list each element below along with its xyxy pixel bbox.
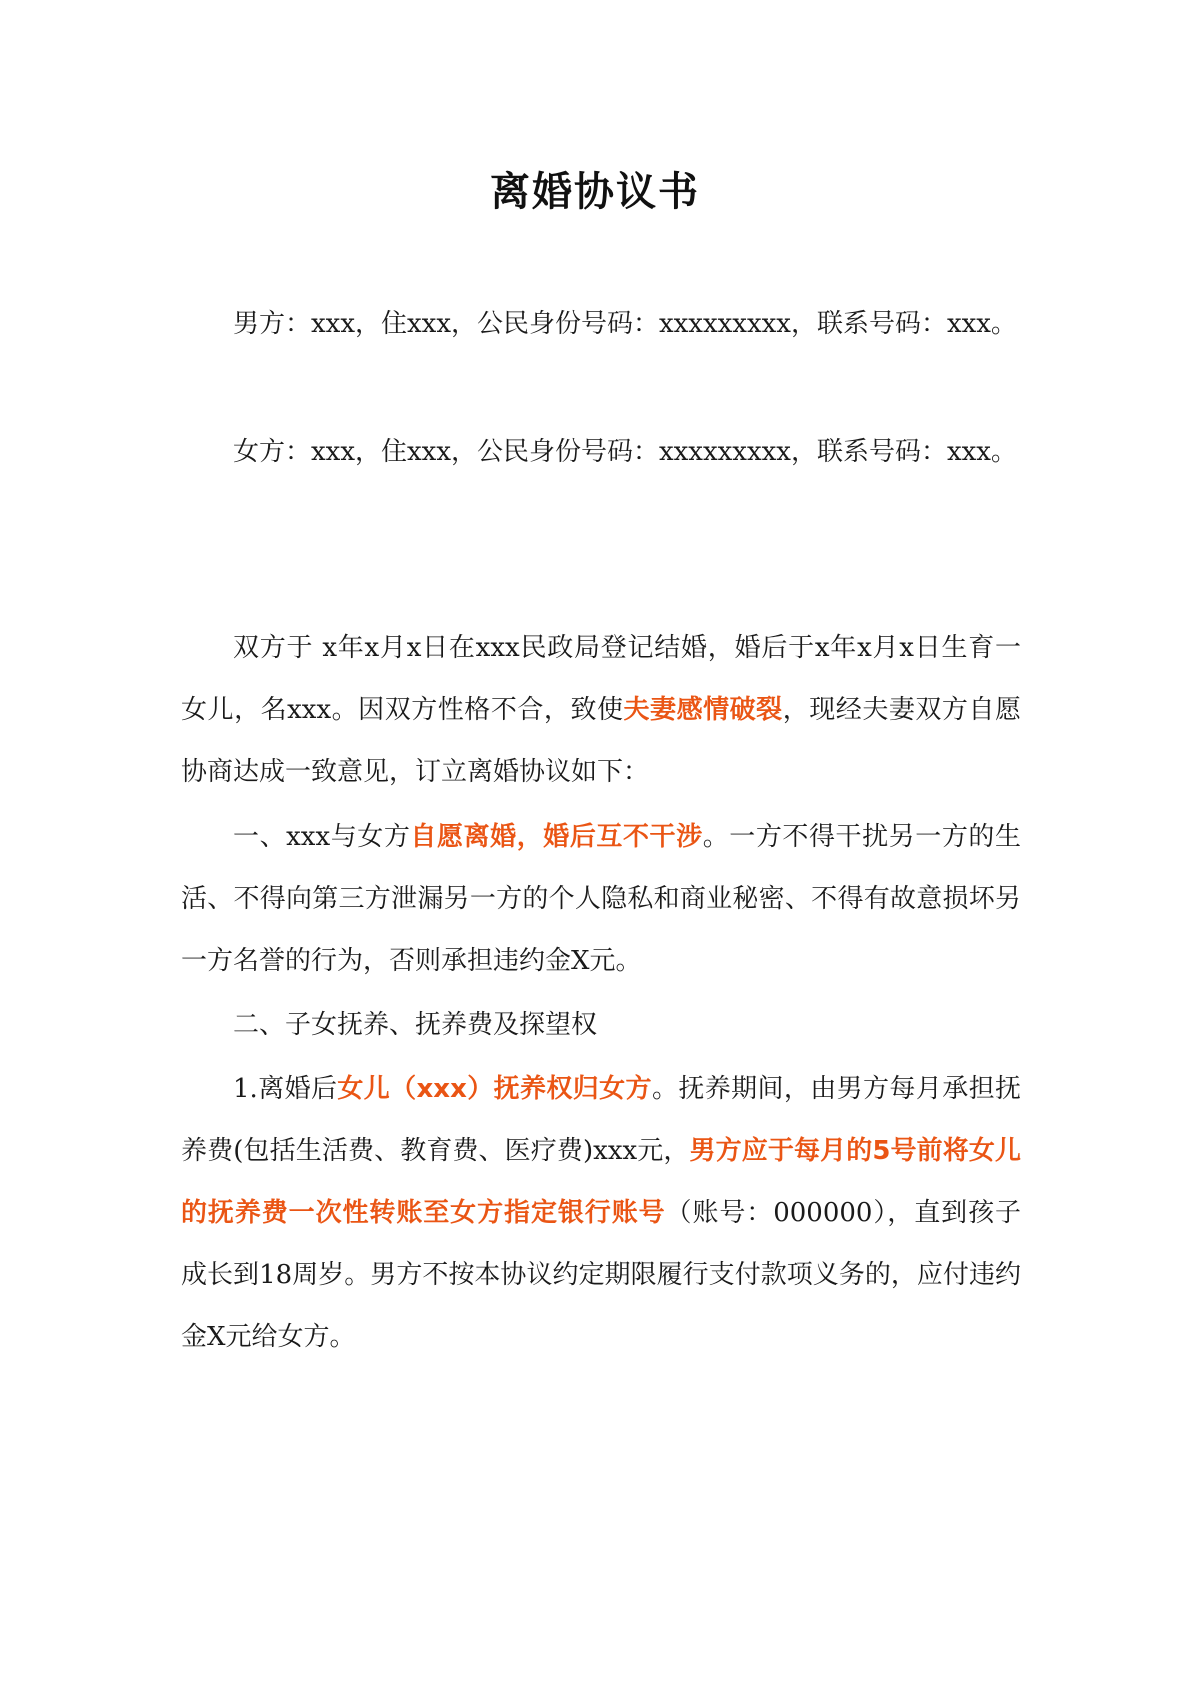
intro-text-1: 双方于 x年x月x日在xxx民政局登记结婚，婚后于x年x月x日生育一女儿，名xxx。因双方性格不合，致使: [181, 633, 1021, 725]
clause-2-1-paragraph: [181, 1058, 1021, 1368]
clause-2-1-text-2: 。抚养期间，由男方每月承担抚养费(包括生活费、教育费、医疗费)xxx元，: [181, 1074, 1021, 1166]
man-party-paragraph: 男方：xxx，住xxx，公民身份号码：xxxxxxxxx，联系号码：xxx。: [233, 309, 1017, 339]
clause-2-1-highlight-1: 女儿（xxx）抚养权归女方: [337, 1074, 652, 1104]
clause-2-1-text-3: （账号：000000），直到孩子成长到18周岁。男方不按本协议约定期限履行支付款项义务的，应付违约金X元给女方。: [181, 1198, 1021, 1352]
document-title: 离婚协议书: [490, 169, 700, 215]
intro-highlight: 夫妻感情破裂: [623, 695, 783, 725]
clause-2-1-highlight-2: 男方应于每月的5号前将女儿的抚养费一次性转账至女方指定银行账号: [181, 1136, 1021, 1228]
clause-2-heading: 二、子女抚养、抚养费及探望权: [233, 1010, 598, 1040]
intro-paragraph: [181, 617, 1021, 803]
clause-1-text-1: 一、xxx与女方: [233, 822, 411, 852]
clause-1-highlight: 自愿离婚，婚后互不干涉: [410, 822, 703, 852]
clause-1-paragraph: [181, 806, 1021, 992]
clause-1-text-2: 。一方不得干扰另一方的生活、不得向第三方泄漏另一方的个人隐私和商业秘密、不得有故意损坏另一方名誉的行为，否则承担违约金X元。: [181, 822, 1021, 976]
woman-party-paragraph: 女方：xxx，住xxx，公民身份号码：xxxxxxxxx，联系号码：xxx。: [233, 437, 1017, 467]
intro-text-2: ，现经夫妻双方自愿协商达成一致意见，订立离婚协议如下：: [181, 695, 1021, 787]
clause-2-1-text-1: 1.离婚后: [233, 1074, 338, 1104]
